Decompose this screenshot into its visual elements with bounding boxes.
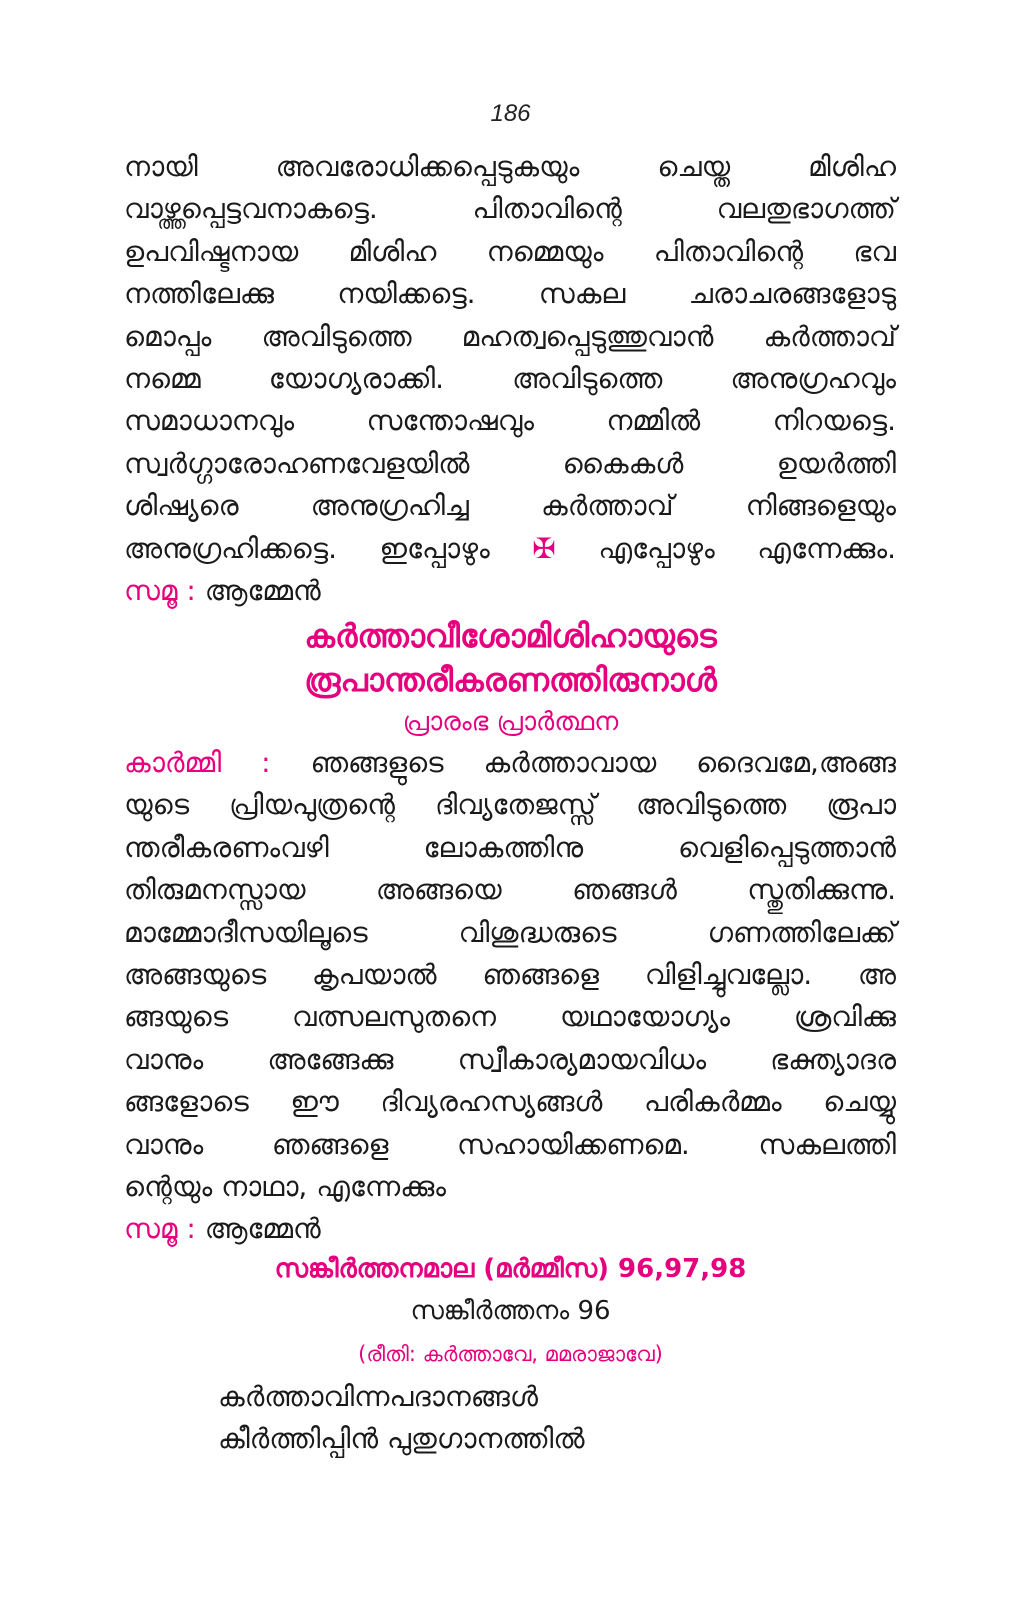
community-speaker-label: സമൂ : <box>124 1212 196 1246</box>
text-line: ങ്ങയുടെ വത്സലസുതനെ യഥായോഗ്യം ശ്രവിക്കു <box>124 1000 896 1034</box>
psalm-heading: സങ്കീർത്തനം 96 <box>410 1296 611 1326</box>
response-line <box>124 570 896 612</box>
celebrant-speaker-label: കാർമ്മി : <box>124 746 271 779</box>
psalm-verse <box>218 1376 585 1460</box>
text-line: നത്തിലേക്കു നയിക്കട്ടെ. സകല ചരാചരങ്ങളോടു <box>124 277 896 311</box>
text-line: നായി അവരോധിക്കപ്പെടുകയും ചെയ്ത മിശിഹ <box>124 150 896 183</box>
verse-line: കീർത്തിപ്പിൻ പുതുഗാനത്തിൽ <box>218 1422 585 1455</box>
response-line <box>124 1208 896 1250</box>
response-text: ആമ്മേൻ <box>204 574 321 608</box>
feast-title-line-2: രൂപാന്തരീകരണത്തിരുനാൾ <box>304 661 717 699</box>
blessing-text-after-cross: എപ്പോഴും എന്നേക്കും. <box>598 531 896 565</box>
opening-prayer-heading: പ്രാരംഭ പ്രാർത്ഥന <box>402 707 619 737</box>
text-line: ന്തരീകരണംവഴി ലോകത്തിനു വെളിപ്പെടുത്താൻ <box>124 830 896 864</box>
text-line: വാനും അങ്ങേക്കു സ്വീകാര്യമായവിധം ഭക്ത്യാദര <box>124 1042 896 1076</box>
verse-line: കർത്താവിന്നപദാനങ്ങൾ <box>218 1380 538 1413</box>
text-line: ന്റെയും നാഥാ, എന്നേക്കും <box>124 1170 447 1204</box>
text-line: വാഴ്ത്തപ്പെട്ടവനാകട്ടെ. പിതാവിന്റെ വലതുഭാഗത്ത് <box>124 192 896 226</box>
prayer-first-text: ഞങ്ങളുടെ കർത്താവായ ദൈവമേ,അങ്ങ <box>310 746 896 779</box>
closing-blessing-paragraph <box>124 146 896 612</box>
response-text: ആമ്മേൻ <box>204 1212 321 1246</box>
cross-icon: ✠ <box>532 531 556 565</box>
text-line: ഉപവിഷ്ടനായ മിശിഹ നമ്മെയും പിതാവിന്റെ ഭവ <box>124 234 896 268</box>
tune-note: (രീതി: കർത്താവേ, മമരാജാവേ) <box>358 1342 663 1366</box>
text-line: മാമ്മോദീസയിലൂടെ വിശുദ്ധരുടെ ഗണത്തിലേക്ക് <box>124 915 896 949</box>
text-line: ങ്ങളോടെ ഈ ദിവ്യരഹസ്യങ്ങൾ പരികർമ്മം ചെയ്യു <box>124 1085 896 1119</box>
text-line: സ്വർഗ്ഗാരോഹണവേളയിൽ കൈകൾ ഉയർത്തി <box>124 446 896 480</box>
feast-title-line-1: കർത്താവീശോമിശിഹായുടെ <box>304 617 717 655</box>
blessing-text-before-cross: അനുഗ്രഹിക്കട്ടെ. ഇപ്പോഴും <box>124 531 490 565</box>
text-line <box>124 528 896 570</box>
text-line <box>124 742 896 784</box>
opening-prayer-paragraph <box>124 742 896 1251</box>
page-number: 186 <box>490 100 531 127</box>
text-line: യുടെ പ്രിയപുത്രന്റെ ദിവ്യതേജസ്സ് അവിടുത്തെ രൂപാ <box>124 788 896 822</box>
community-speaker-label: സമൂ : <box>124 574 196 608</box>
text-line: ശിഷ്യരെ അനുഗ്രഹിച്ച കർത്താവ് നിങ്ങളെയും <box>124 489 896 523</box>
text-line: സമാധാനവും സന്തോഷവും നമ്മിൽ നിറയട്ടെ. <box>124 404 896 438</box>
psalter-heading: സങ്കീർത്തനമാല (മർമ്മീസ) 96,97,98 <box>274 1254 747 1284</box>
text-line: അങ്ങയുടെ കൃപയാൽ ഞങ്ങളെ വിളിച്ചുവല്ലോ. അ <box>124 958 896 992</box>
text-line: മൊപ്പം അവിടുത്തെ മഹത്വപ്പെടുത്തുവാൻ കർത്താവ് <box>124 319 896 353</box>
text-line: വാനും ഞങ്ങളെ സഹായിക്കണമെ. സകലത്തി <box>124 1127 896 1161</box>
text-line: തിരുമനസ്സായ അങ്ങയെ ഞങ്ങൾ സ്തുതിക്കുന്നു. <box>124 873 896 907</box>
text-line: നമ്മെ യോഗ്യരാക്കി. അവിടുത്തെ അനുഗ്രഹവും <box>124 362 896 396</box>
